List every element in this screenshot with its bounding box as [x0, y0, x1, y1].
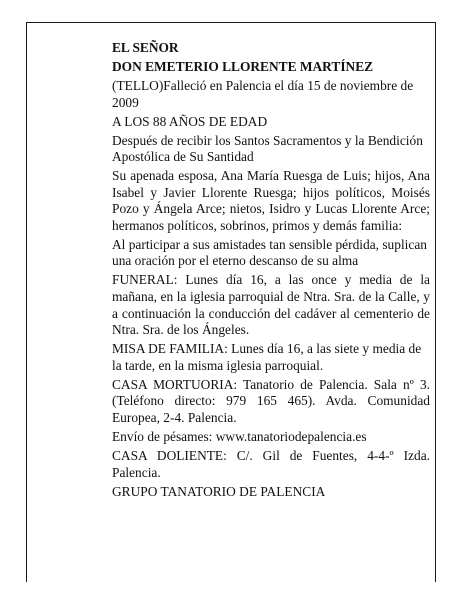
- sacraments-note: Después de recibir los Santos Sacramentos y la Bendición Apostólica de Su Santidad: [112, 132, 423, 165]
- age-at-death: A LOS 88 AÑOS DE EDAD: [112, 113, 268, 129]
- prayer-request: Al participar a sus amistades tan sensible pérdida, suplican una oración por el eterno descanso de su alma: [112, 236, 427, 269]
- deceased-name: DON EMETERIO LLORENTE MARTÍNEZ: [112, 58, 374, 74]
- honorific: EL SEÑOR: [112, 40, 179, 55]
- family-mass: MISA DE FAMILIA: Lunes día 16, a las siete y media de la tarde, en la misma iglesia parroquial.: [112, 341, 422, 373]
- death-date: (TELLO)Falleció en Palencia el día 15 de noviembre de 2009: [112, 77, 414, 110]
- funeral-group: GRUPO TANATORIO DE PALENCIA: [112, 483, 326, 499]
- condolences-web: Envío de pésames: www.tanatoriodepalencia.es: [112, 428, 367, 444]
- family-list: Su apenada esposa, Ana María Ruesga de Luis; hijos, Ana Isabel y Javier Llorente Ruesga; hijos políticos, Moisés Pozo y Ángela Arce; nietos, Isidro y Lucas Llorente Arce; hermanos políticos, sobrinos, primos y demás familia:: [112, 168, 430, 233]
- obituary-notice: [112, 40, 430, 503]
- funeral-home: CASA MORTUORIA: Tanatorio de Palencia. Sala nº 3. (Teléfono directo: 979 165 465). Avda. Comunidad Europea, 2-4. Palencia.: [112, 376, 430, 425]
- funeral-details: FUNERAL: Lunes día 16, a las once y media de la mañana, en la iglesia parroquial de Ntra. Sra. de la Calle, y a continuación la conducción del cadáver al cementerio de Ntra. Sra. de los Ángeles.: [112, 272, 430, 338]
- family-address: CASA DOLIENTE: C/. Gil de Fuentes, 4-4-º Izda. Palencia.: [112, 447, 430, 480]
